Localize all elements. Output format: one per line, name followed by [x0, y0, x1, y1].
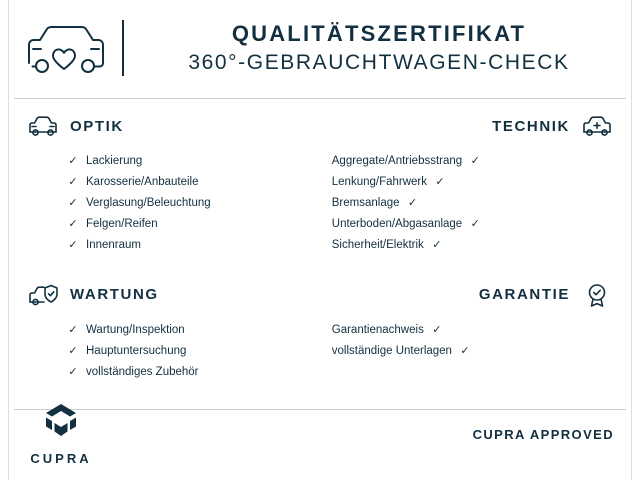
check-icon: ✓	[407, 197, 418, 210]
list-item	[332, 341, 614, 362]
list-item	[26, 193, 308, 214]
list-item	[26, 320, 308, 341]
section-title-technik: TECHNIK	[492, 117, 570, 135]
list-item-label: Lenkung/Fahrwerk	[331, 175, 428, 188]
list-garantie	[332, 320, 614, 383]
list-item	[332, 151, 614, 172]
section-row-optik-technik	[0, 99, 640, 256]
section-title-garantie: GARANTIE	[478, 286, 570, 304]
list-item-label: vollständige Unterlagen	[331, 344, 452, 357]
list-item-label: Garantienachweis	[331, 323, 424, 336]
list-item-label: vollständiges Zubehör	[86, 365, 199, 378]
list-item	[26, 235, 308, 256]
check-icon: ✓	[68, 366, 78, 379]
car-heart-icon	[22, 18, 108, 78]
check-icon: ✓	[68, 155, 78, 168]
document-footer	[0, 402, 640, 466]
list-item	[26, 362, 308, 383]
check-icon: ✓	[68, 197, 78, 210]
car-shield-icon	[26, 282, 60, 308]
list-item-label: Hauptuntersuchung	[86, 344, 187, 357]
section-lists-row-2	[26, 312, 614, 383]
list-item-label: Innenraum	[86, 238, 141, 251]
check-icon: ✓	[470, 218, 480, 231]
header-title-group	[144, 21, 614, 76]
list-item	[26, 214, 308, 235]
document-header	[0, 0, 640, 92]
section-headers-row-2	[26, 278, 614, 312]
list-item-label: Karosserie/Anbauteile	[86, 175, 199, 188]
check-icon: ✓	[435, 176, 445, 189]
check-icon: ✓	[432, 324, 442, 337]
page-subtitle: 360°-GEBRAUCHTWAGEN-CHECK	[188, 50, 570, 74]
brand-block	[30, 402, 92, 466]
list-item	[332, 235, 614, 256]
section-lists-row-1	[26, 143, 614, 256]
brand-wordmark: CUPRA	[30, 451, 92, 466]
car-front-icon	[26, 113, 60, 139]
section-row-wartung-garantie	[0, 256, 640, 383]
check-icon: ✓	[68, 324, 78, 337]
list-item	[332, 320, 614, 341]
list-item-label: Bremsanlage	[331, 196, 400, 209]
section-headers-row-1	[26, 109, 614, 143]
check-icon: ✓	[470, 155, 480, 168]
list-item-label: Felgen/Reifen	[86, 217, 158, 230]
list-technik	[332, 151, 614, 256]
section-title-optik: OPTIK	[70, 117, 124, 135]
list-item	[332, 172, 614, 193]
list-optik	[26, 151, 308, 256]
check-icon: ✓	[68, 345, 78, 358]
list-wartung	[26, 320, 308, 383]
list-item-label: Unterboden/Abgasanlage	[331, 217, 463, 230]
list-item	[26, 151, 308, 172]
approved-label: CUPRA APPROVED	[472, 426, 614, 442]
list-item-label: Sicherheit/Elektrik	[331, 238, 424, 251]
section-title-wartung: WARTUNG	[70, 286, 159, 304]
list-item	[332, 214, 614, 235]
car-engine-icon	[580, 113, 614, 139]
page-title: QUALITÄTSZERTIFIKAT	[231, 20, 527, 46]
list-item	[26, 172, 308, 193]
check-icon: ✓	[68, 218, 78, 231]
list-item-label: Lackierung	[86, 155, 143, 167]
list-item	[332, 193, 614, 214]
check-icon: ✓	[432, 239, 442, 252]
cupra-logo-icon	[30, 402, 92, 447]
list-item-label: Verglasung/Beleuchtung	[86, 196, 211, 209]
seal-check-icon	[580, 282, 614, 308]
list-item	[26, 341, 308, 362]
check-icon: ✓	[460, 345, 470, 358]
header-divider	[122, 20, 124, 76]
check-icon: ✓	[68, 239, 78, 252]
list-item-label: Wartung/Inspektion	[86, 323, 185, 336]
check-icon: ✓	[68, 176, 78, 189]
list-item-label: Aggregate/Antriebsstrang	[331, 155, 463, 167]
